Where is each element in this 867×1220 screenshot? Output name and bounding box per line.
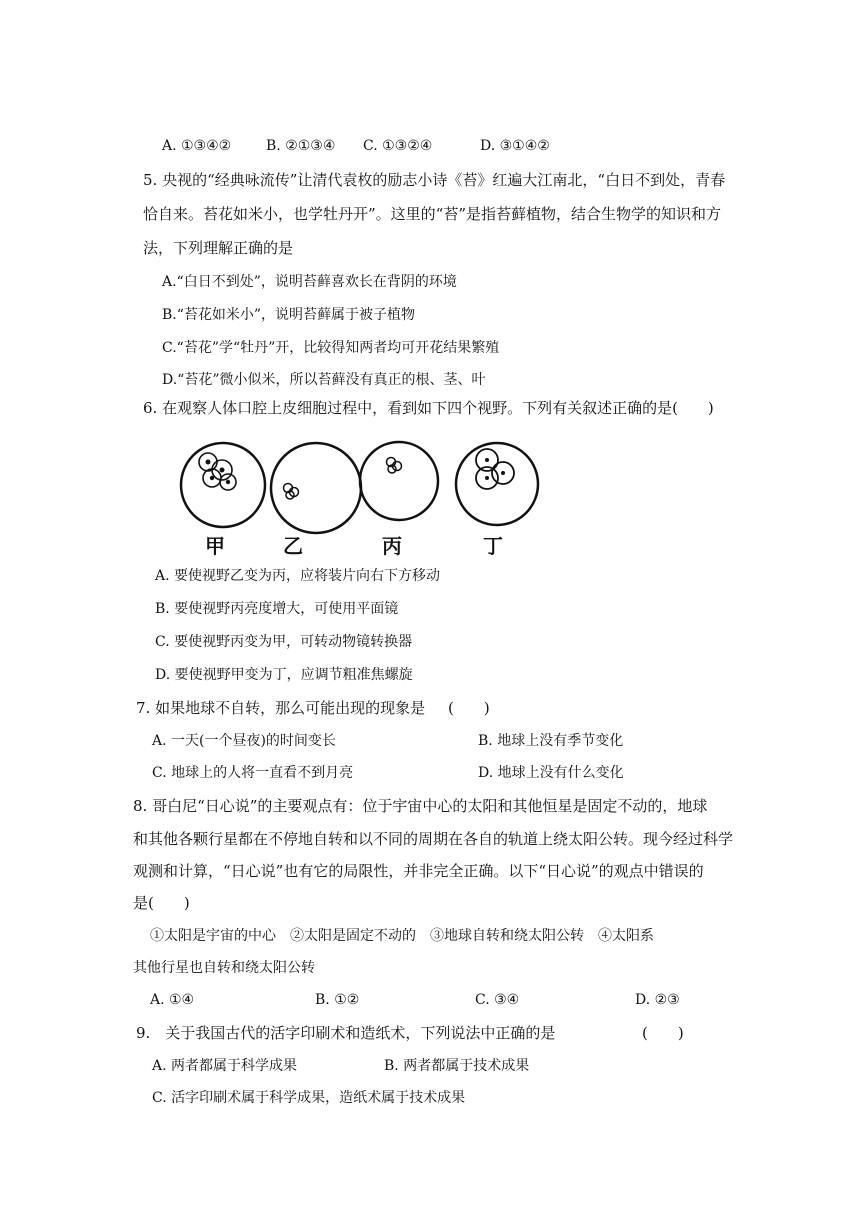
q4-option-d: D. ③①④② — [480, 138, 550, 154]
q8-stem-line1: 8. 哥白尼“日心说”的主要观点有：位于宇宙中心的太阳和其他恒星是固定不动的，地球 — [133, 797, 708, 815]
microscope-field-yi — [268, 440, 364, 536]
q8-option-d: D. ②③ — [635, 992, 680, 1008]
q6-option-c: C. 要使视野丙变为甲，可转动物镜转换器 — [155, 634, 413, 650]
q8-option-a: A. ①④ — [150, 992, 195, 1008]
q7-option-c: C. 地球上的人将一直看不到月亮 — [152, 765, 354, 781]
q9-stem: 9. 关于我国古代的活字印刷术和造纸术，下列说法中正确的是 — [136, 1024, 556, 1042]
q5-option-a: A.“白日不到处”，说明苔藓喜欢长在背阴的环境 — [162, 274, 457, 290]
microscope-field-jia — [178, 440, 268, 530]
microscope-field-ding — [453, 440, 541, 528]
q8-stem-line2: 和其他各颗行星都在不停地自转和以不同的周期在各自的轨道上绕太阳公转。现今经过科学 — [133, 830, 734, 848]
q5-option-c: C.“苔花”学“牡丹”开，比较得知两者均可开花结果繁殖 — [162, 340, 500, 356]
q9-option-a: A. 两者都属于科学成果 — [152, 1058, 298, 1074]
q6-option-d: D. 要使视野甲变为丁，应调节粗准焦螺旋 — [155, 667, 413, 683]
q9-option-b: B. 两者都属于技术成果 — [384, 1058, 530, 1074]
q8-statements-line1: ①太阳是宇宙的中心 ②太阳是固定不动的 ③地球自转和绕太阳公转 ④太阳系 — [150, 928, 654, 944]
q6-option-b: B. 要使视野丙亮度增大，可使用平面镜 — [155, 601, 399, 617]
q6-stem: 6. 在观察人体口腔上皮细胞过程中，看到如下四个视野。下列有关叙述正确的是( ) — [143, 399, 714, 417]
q6-option-a: A. 要使视野乙变为丙，应将装片向右下方移动 — [155, 568, 441, 584]
q7-option-a: A. 一天(一个昼夜)的时间变长 — [152, 733, 336, 749]
q7-answer-paren: ( ) — [448, 699, 490, 717]
q8-option-c: C. ③④ — [475, 992, 520, 1008]
q4-option-c: C. ①③②④ — [363, 138, 433, 154]
q7-stem: 7. 如果地球不自转，那么可能出现的现象是 — [136, 699, 426, 717]
q7-option-d: D. 地球上没有什么变化 — [478, 765, 624, 781]
q8-stem-line3: 观测和计算，“日心说”也有它的局限性，并非完全正确。以下“日心说”的观点中错误的 — [133, 862, 704, 880]
q8-statements-line2: 其他行星也自转和绕太阳公转 — [133, 960, 315, 976]
q8-stem-line4: 是( ) — [133, 894, 190, 912]
microscope-field-bing — [358, 440, 440, 522]
q4-option-b: B. ②①③④ — [266, 138, 336, 154]
q5-stem-line3: 法，下列理解正确的是 — [143, 239, 294, 257]
q5-option-b: B.“苔花如米小”，说明苔藓属于被子植物 — [162, 307, 416, 323]
field-label-bing: 丙 — [382, 534, 402, 558]
field-label-yi: 乙 — [283, 534, 303, 558]
q5-stem-line2: 恰自来。苔花如米小，也学牡丹开”。这里的“苔”是指苔藓植物，结合生物学的知识和方 — [143, 205, 722, 223]
field-label-ding: 丁 — [483, 534, 503, 558]
q9-answer-paren: ( ) — [642, 1024, 684, 1042]
q5-option-d: D.“苔花”微小似米，所以苔藓没有真正的根、茎、叶 — [162, 372, 486, 388]
q7-option-b: B. 地球上没有季节变化 — [478, 733, 624, 749]
q4-option-a: A. ①③④② — [162, 138, 232, 154]
field-label-jia: 甲 — [205, 534, 225, 558]
q9-option-c: C. 活字印刷术属于科学成果，造纸术属于技术成果 — [152, 1090, 466, 1106]
q5-stem-line1: 5. 央视的“经典咏流传”让清代袁枚的励志小诗《苔》红遍大江南北，“白日不到处，青春 — [143, 171, 726, 189]
q8-option-b: B. ①② — [315, 992, 360, 1008]
